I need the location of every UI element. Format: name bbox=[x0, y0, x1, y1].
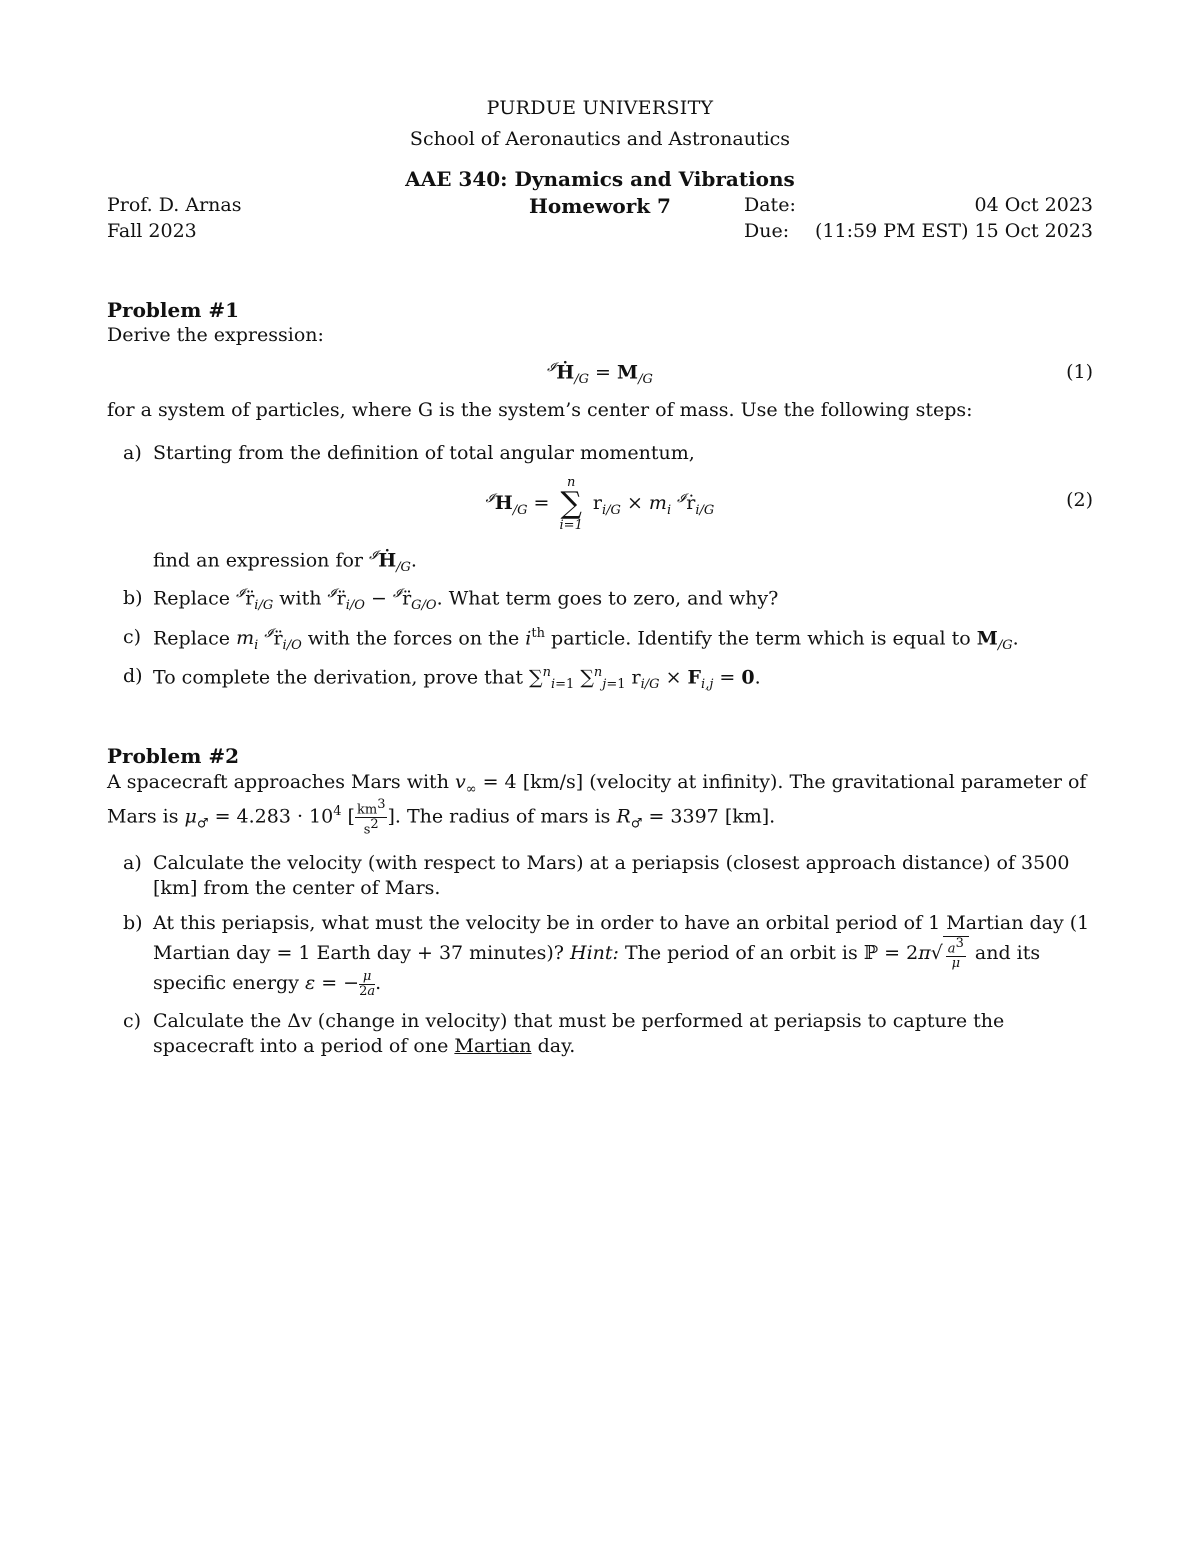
due-label: Due: bbox=[744, 219, 790, 242]
date-label: Date: bbox=[744, 193, 796, 216]
problem-1-step-d: d) To complete the derivation, prove that ∑$^n_{i=1}$ ∑$^n_{j=1}$ $r_{i/G} \times F_{i,j} = 0$. bbox=[123, 665, 761, 693]
problem-1-step-c: c) Replace $m_i$ $^𝓘r̈_{i/O}$ with the forces on the $i^{th}$ particle. Identify the term which is equal to $M_{/G}$. bbox=[123, 625, 1019, 653]
equation-1-number: (1) bbox=[1066, 361, 1093, 384]
equation-1 bbox=[107, 352, 1093, 396]
equation-1-body: $^𝓘$Ḣ$_{/G}$ = $M_{/G}$ bbox=[547, 360, 653, 388]
problem-1-steps bbox=[107, 441, 1093, 693]
due-value: (11:59 PM EST) 15 Oct 2023 bbox=[815, 219, 1093, 242]
assignment-title: Homework 7 bbox=[529, 193, 671, 218]
problem-1 bbox=[107, 297, 1093, 694]
course-title: AAE 340: Dynamics and Vibrations bbox=[405, 167, 795, 192]
equation-2 bbox=[107, 466, 1093, 542]
university-name: PURDUE UNIVERSITY bbox=[486, 97, 714, 119]
problem-1-step-a: a) Starting from the definition of total angular momentum, $^𝓘H_{/G}$ = n ∑ i=1 $r_{i/G} \times m_i$ $^𝓘$ṙ$_{i/G}$ (2) find an expression for $^𝓘$Ḣ$_{/G}$. bbox=[107, 441, 1093, 576]
problem-2 bbox=[107, 743, 1093, 1059]
problem-2-step-b: b) At this periapsis, what must the velocity be in order to have an orbital period of 1 Martian day (1 Martian day = 1 Earth day + 37 minutes)? Hint: The period of an orbit is ℙ = 2π√ $\frac{a^3}{\mu}$ and its specific energy ε = − $\frac{\mu}{2a}$ . bbox=[123, 911, 1090, 1000]
date-value: 04 Oct 2023 bbox=[974, 193, 1093, 216]
problem-2-step-a: a) Calculate the velocity (with respect to Mars) at a periapsis (closest approach distance) of 3500 [km] from the center of Mars. bbox=[123, 851, 1070, 899]
school-name: School of Aeronautics and Astronautics bbox=[409, 128, 791, 151]
term: Fall 2023 bbox=[107, 219, 197, 242]
problem-2-steps bbox=[107, 851, 1093, 1059]
problem-2-step-c: c) Calculate the Δv (change in velocity) that must be performed at periapsis to capture the spacecraft into a period of one Martian day. bbox=[123, 1009, 1005, 1057]
problem-1-step-b: b) Replace $^𝓘r̈_{i/G}$ with $^𝓘r̈_{i/O}$ − $^𝓘r̈_{G/O}$. What term goes to zero, and why? bbox=[123, 586, 779, 614]
header-row-2 bbox=[107, 219, 1093, 245]
problem-2-intro: A spacecraft approaches Mars with $v_\infty = 4$ [km/s] (velocity at infinity). The gravitational parameter of Mars is $\mu_♂ = 4.283 \cdot 10^4$ [ $\frac{km^3}{s^2}$ ]. The radius of mars is $R_♂ = 3397$ [km]. bbox=[107, 770, 1087, 837]
equation-2-body: $^𝓘H_{/G}$ = n ∑ i=1 $r_{i/G} \times m_i$ $^𝓘$ṙ$_{i/G}$ bbox=[485, 475, 715, 534]
equation-2-number: (2) bbox=[1066, 489, 1093, 512]
problem-2-title: Problem #2 bbox=[107, 744, 240, 769]
header-row-1 bbox=[107, 193, 1093, 219]
problem-1-intro: Derive the expression: bbox=[107, 323, 324, 346]
problem-1-title: Problem #1 bbox=[107, 297, 240, 322]
step-a-find: find an expression for $^𝓘$Ḣ$_{/G}$. bbox=[153, 548, 417, 576]
problem-1-context: for a system of particles, where G is the system’s center of mass. Use the following steps: bbox=[107, 399, 973, 422]
professor-name: Prof. D. Arnas bbox=[107, 193, 242, 216]
homework-page bbox=[107, 96, 1093, 1069]
